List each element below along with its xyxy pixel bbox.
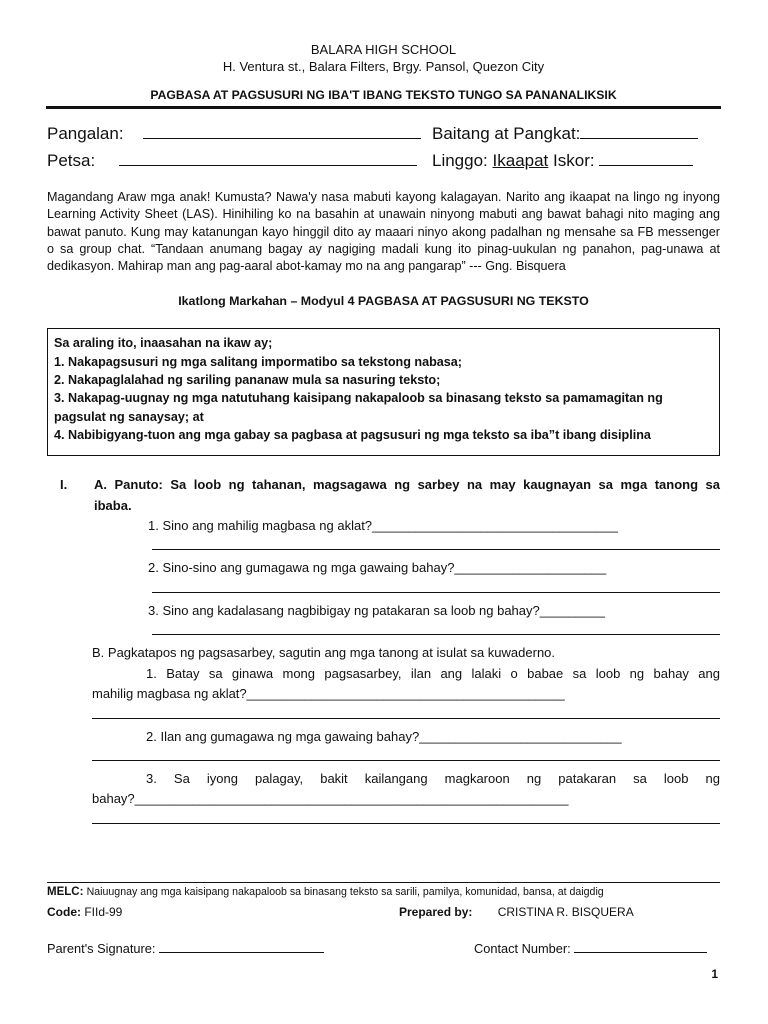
title-rule (46, 106, 721, 109)
date-label: Petsa: (47, 151, 96, 170)
question-blank[interactable]: ____________________________ (419, 728, 622, 744)
question-blank[interactable]: __________________________________ (372, 518, 618, 534)
answer-line[interactable] (92, 810, 720, 824)
answer-line[interactable] (152, 536, 720, 550)
code-label: Code: (47, 905, 81, 919)
objective-item: 3. Nakapag-uugnay ng mga natutuhang kaisipang nakapaloob sa binasang teksto sa pamamagitan ng pagsulat ng sanaysay; at (54, 391, 663, 424)
prepared-by-value: CRISTINA R. BISQUERA (497, 905, 634, 919)
school-address: H. Ventura st., Balara Filters, Brgy. Pansol, Quezon City (222, 59, 545, 74)
objective-item: 2. Nakapaglalahad ng sariling pananaw mula sa nasuring teksto; (54, 373, 441, 388)
answer-line[interactable] (92, 747, 720, 761)
code-row (47, 905, 720, 920)
prepared-by-field (399, 905, 634, 920)
intro-paragraph: Magandang Araw mga anak! Kumusta? Nawa'y nasa mabuti kayong kalagayan. Narito ang ikaapat na lingo ng inyong Learning Activity Sheet (LAS). Hinihiling ko na basahin at unawain ninyong mabuti ang bawat bahagi nito maging ang bawat panuto. Kung may katanungan kayo hinggil dito ay maaari ninyo akong padalhan ng mensahe sa FB messenger o sa group chat. “Tandaan anumang bagay ay nagiging madali kung ito pinag-uukulan ng panahon, pag-unawa at dedikasyon. Mahirap man ang pag-aaral abot-kamay mo na ang pangarap” --- Gng. Bisquera (47, 190, 720, 274)
school-name: BALARA HIGH SCHOOL (310, 42, 457, 57)
part-b (47, 643, 720, 823)
name-label: Pangalan: (47, 124, 124, 143)
part-a-instruction: A. Panuto: Sa loob ng tahanan, magsagawa ng sarbey na may kaugnayan sa mga tanong sa ibaba. (94, 477, 720, 513)
parent-signature-label: Parent's Signature: (47, 941, 156, 956)
objectives-intro: Sa araling ito, inaasahan na ikaw ay; (54, 336, 273, 351)
week-label: Linggo: (432, 151, 488, 170)
score-label: Iskor: (553, 151, 595, 170)
contact-number-field (474, 940, 707, 956)
activity-section (47, 475, 720, 643)
contact-number-label: Contact Number: (474, 941, 571, 956)
question-blank[interactable]: _____________________ (454, 560, 607, 576)
grade-section-field (432, 123, 720, 144)
parent-signature-blank[interactable] (159, 940, 324, 953)
part-b-question-continuation (92, 684, 720, 704)
date-blank[interactable] (119, 150, 417, 166)
week-value: Ikaapat (492, 151, 549, 170)
question-text: 3. Sino ang kadalasang nagbibigay ng patakaran sa loob ng bahay? (148, 602, 540, 618)
signature-row (47, 940, 720, 956)
grade-section-blank[interactable] (580, 123, 698, 139)
question-blank[interactable]: ____________________________________________________________ (134, 791, 569, 807)
question-text: 1. Sino ang mahilig magbasa ng aklat? (148, 518, 373, 534)
page-number: 1 (711, 967, 718, 981)
part-b-question: 1. Batay sa ginawa mong pagsasarbey, ilan ang lalaki o babae sa loob ng bahay ang (146, 665, 720, 681)
part-b-question (92, 727, 720, 747)
section-body (94, 475, 720, 643)
section-number: I. (60, 477, 68, 493)
code-value: FIId-99 (84, 905, 123, 919)
parent-signature-field (47, 940, 474, 956)
question-blank[interactable]: ____________________________________________ (246, 686, 565, 702)
objective-item: 1. Nakapagsusuri ng mga salitang impormatibo sa tekstong nabasa; (54, 354, 462, 369)
melc-label: MELC: (47, 886, 84, 898)
question-text: mahilig magbasa ng aklat? (92, 686, 247, 702)
objectives-box (47, 328, 720, 456)
part-a-question (94, 558, 720, 578)
part-b-question-continuation (92, 789, 720, 809)
melc-line (47, 885, 720, 900)
part-a-question (94, 601, 720, 621)
answer-line[interactable] (152, 579, 720, 593)
week-score-field (432, 150, 720, 171)
module-subtitle: Ikatlong Markahan – Modyul 4 PAGBASA AT PAGSUSURI NG TEKSTO (178, 294, 589, 309)
grade-section-label: Baitang at Pangkat: (432, 124, 581, 143)
score-blank[interactable] (599, 150, 693, 166)
name-field (47, 123, 432, 144)
contact-number-blank[interactable] (574, 940, 707, 953)
student-info-fields (47, 123, 720, 171)
date-field (47, 150, 432, 171)
question-text: 2. Sino-sino ang gumagawa ng mga gawaing bahay? (148, 560, 455, 576)
part-b-question: 3. Sa iyong palagay, bakit kailangang magkaroon ng patakaran sa loob ng (146, 770, 720, 786)
answer-line[interactable] (92, 705, 720, 719)
prepared-by-label: Prepared by: (399, 905, 473, 919)
melc-text: Naiuugnay ang mga kaisipang nakapaloob sa binasang teksto sa sarili, pamilya, komunidad, bansa, at daigdig (86, 886, 604, 898)
document-title: PAGBASA AT PAGSUSURI NG IBA'T IBANG TEKSTO TUNGO SA PANANALIKSIK (150, 88, 617, 102)
part-a-question (94, 516, 720, 536)
question-blank[interactable]: _________ (539, 602, 605, 618)
footer (47, 882, 720, 956)
footer-rule (47, 882, 720, 883)
name-blank[interactable] (143, 123, 421, 139)
objective-item: 4. Nabibigyang-tuon ang mga gabay sa pagbasa at pagsusuri ng mga teksto sa iba”t ibang disiplina (54, 427, 651, 442)
part-b-instruction: B. Pagkatapos ng pagsasarbey, sagutin ang mga tanong at isulat sa kuwaderno. (92, 645, 556, 661)
question-text: 2. Ilan ang gumagawa ng mga gawaing bahay? (146, 728, 420, 744)
code-field (47, 905, 399, 920)
question-text: bahay? (92, 791, 135, 807)
answer-line[interactable] (152, 621, 720, 635)
